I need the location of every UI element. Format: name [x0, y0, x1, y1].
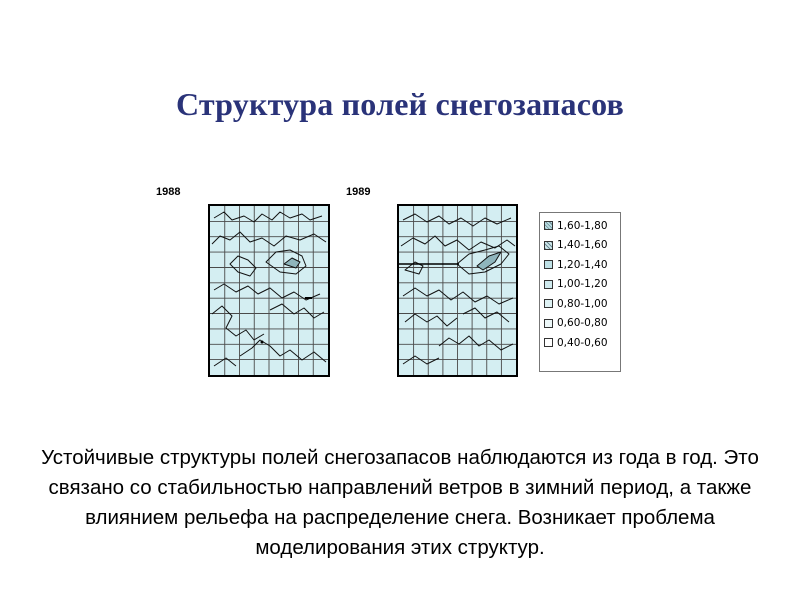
map-grid — [399, 206, 516, 375]
snow-map-1988 — [208, 204, 330, 377]
snow-map-1989 — [397, 204, 518, 377]
legend-swatch — [544, 319, 553, 328]
map-year-label-1988: 1988 — [156, 186, 181, 198]
legend-item — [544, 294, 620, 314]
legend-item — [544, 314, 620, 334]
slide-body-text: Устойчивые структуры полей снегозапасов наблюдаются из года в год. Это связано со стабильностью направлений ветров в зимний период, а также влиянием рельефа на распределение снега. Возникает проблема моделирования этих структур. — [41, 446, 759, 559]
snow-map-1988-graphic — [210, 206, 328, 375]
snow-map-1989-graphic — [399, 206, 516, 375]
legend-label: 0,60-0,80 — [557, 317, 608, 330]
legend-label: 1,20-1,40 — [557, 258, 608, 271]
legend-swatch — [544, 241, 553, 250]
legend-label: 0,40-0,60 — [557, 336, 608, 349]
legend-item — [544, 255, 620, 275]
legend-swatch — [544, 338, 553, 347]
legend-label: 1,40-1,60 — [557, 239, 608, 252]
legend-item — [544, 216, 620, 236]
legend-item — [544, 275, 620, 295]
legend-item — [544, 236, 620, 256]
legend-swatch — [544, 280, 553, 289]
legend-item — [544, 333, 620, 353]
legend-swatch — [544, 221, 553, 230]
map-legend — [539, 212, 621, 372]
legend-swatch — [544, 299, 553, 308]
map-year-label-1989: 1989 — [346, 186, 371, 198]
map-grid — [210, 206, 328, 375]
legend-label: 1,60-1,80 — [557, 219, 608, 232]
legend-label: 0,80-1,00 — [557, 297, 608, 310]
legend-label: 1,00-1,20 — [557, 278, 608, 291]
legend-swatch — [544, 260, 553, 269]
slide-title: Структура полей снегозапасов — [175, 86, 625, 122]
